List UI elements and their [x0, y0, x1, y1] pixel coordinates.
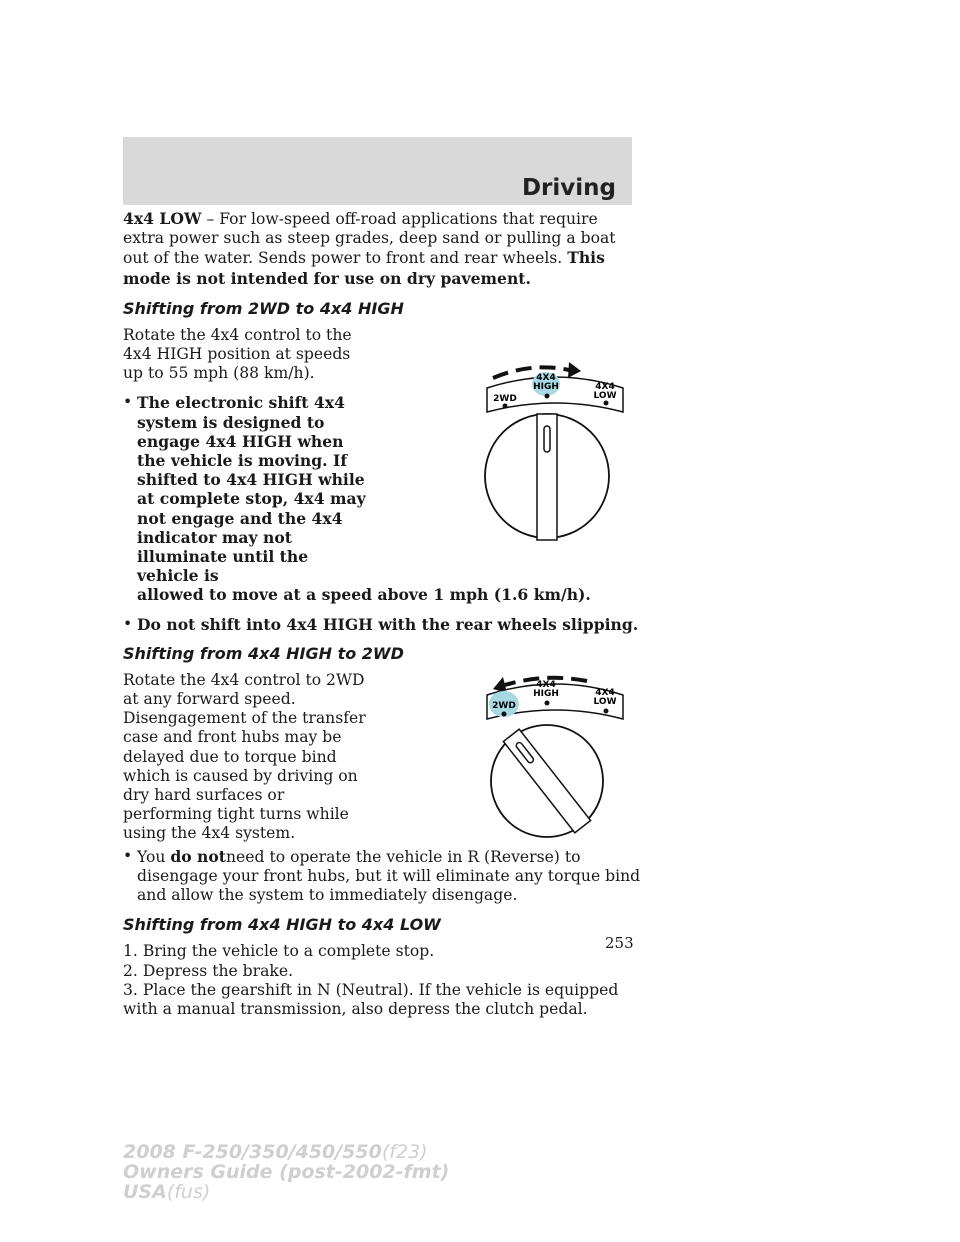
footer-line-2: Owners Guide (post-2002-fmt) [123, 1161, 450, 1183]
intro-paragraph [123, 209, 643, 289]
section2-bullet [123, 847, 643, 906]
control-dial-illustration-2wd [475, 671, 635, 847]
bullet-dot: • [123, 846, 133, 865]
section2-heading: Shifting from 4x4 HIGH to 2WD [123, 643, 404, 663]
section3-step-2: 2. Depress the brake. [123, 961, 294, 980]
section1-heading: Shifting from 2WD to 4x4 HIGH [123, 298, 404, 318]
label-4x4-high-top: 4X4 [536, 372, 556, 383]
header-band [123, 137, 632, 205]
bullet-dot: • [123, 614, 133, 633]
dot-4x4-low [604, 400, 609, 405]
intro-text: – For low-speed off-road applications that require extra power such as steep grades, deep sand or pulling a boat out of the water. Sends power to front and rear wheels. [123, 210, 616, 268]
page-number: 253 [605, 934, 634, 952]
section1-bullet1 [123, 393, 373, 585]
section3-step-1: 1. Bring the vehicle to a complete stop. [123, 942, 435, 961]
figure-2wd-to-high [475, 326, 635, 561]
knob-indicator-slot [544, 426, 550, 452]
section1-bullet2-text: Do not shift into 4x4 HIGH with the rear wheels slipping. [137, 614, 639, 634]
page-content [123, 209, 643, 1019]
bullet-dot: • [123, 393, 133, 412]
section1-body: Rotate the 4x4 control to the 4x4 HIGH position at speeds up to 55 mph (88 km/h). [123, 325, 352, 383]
section2-body: Rotate the 4x4 control to 2WD at any forward speed. Disengagement of the transfer case and front hubs may be delayed due to torque bind which is caused by driving on dry hard surfaces or performing tight turns while using the 4x4 system. [123, 670, 366, 843]
dot-4x4-high [545, 393, 550, 398]
dot-2wd [502, 711, 507, 716]
intro-warning: This mode is not intended for use on dry pavement. [123, 248, 605, 288]
section-title: Driving [521, 175, 616, 201]
label-4x4-low-top: 4X4 [595, 687, 615, 698]
section1-bullet1-overflow [123, 585, 643, 604]
label-4x4-high-bottom: HIGH [533, 381, 559, 392]
section2-bullet-text: You do notneed to operate the vehicle in R (Reverse) to disengage your front hubs, but it will eliminate any torque bind and allow the system to immediately disengage. [137, 846, 641, 905]
section3-heading: Shifting from 4x4 HIGH to 4x4 LOW [123, 915, 441, 935]
intro-term: 4x4 LOW [123, 209, 202, 228]
label-4x4-low-bottom: LOW [593, 696, 617, 707]
section1-text [123, 326, 373, 586]
label-4x4-low-top: 4X4 [595, 381, 615, 392]
label-2wd: 2WD [492, 700, 516, 711]
section1-bullet1-rest: allowed to move at a speed above 1 mph (1.6 km/h). [137, 585, 591, 605]
section3-step-3: 3. Place the gearshift in N (Neutral). If the vehicle is equipped with a manual transmission, also depress the clutch pedal. [123, 980, 619, 1019]
footer-line-1: 2008 F-250/350/450/550(f23) [123, 1141, 428, 1163]
section1-bullet2 [123, 615, 643, 634]
section2-text [123, 671, 373, 844]
dot-4x4-high [545, 700, 550, 705]
label-4x4-low-bottom: LOW [593, 390, 617, 401]
footer [123, 1142, 449, 1202]
section2-row [123, 671, 643, 847]
dot-4x4-low [604, 708, 609, 713]
section1-bullet1-text: The electronic shift 4x4 system is designed to engage 4x4 HIGH when the vehicle is moving. If shifted to 4x4 HIGH while at complete stop, 4x4 may not engage and the 4x4 indicator may not illuminate until the vehicle is [137, 393, 366, 586]
figure-high-to-2wd [475, 671, 635, 847]
label-4x4-high-bottom: HIGH [533, 688, 559, 699]
dot-2wd [503, 403, 508, 408]
control-dial-illustration-high [475, 326, 635, 561]
arrow-head-icon [568, 362, 581, 378]
section1-row [123, 326, 643, 586]
footer-line-3: USA(fus) [123, 1181, 211, 1203]
label-2wd: 2WD [493, 393, 517, 404]
label-4x4-high-top: 4X4 [536, 679, 556, 690]
